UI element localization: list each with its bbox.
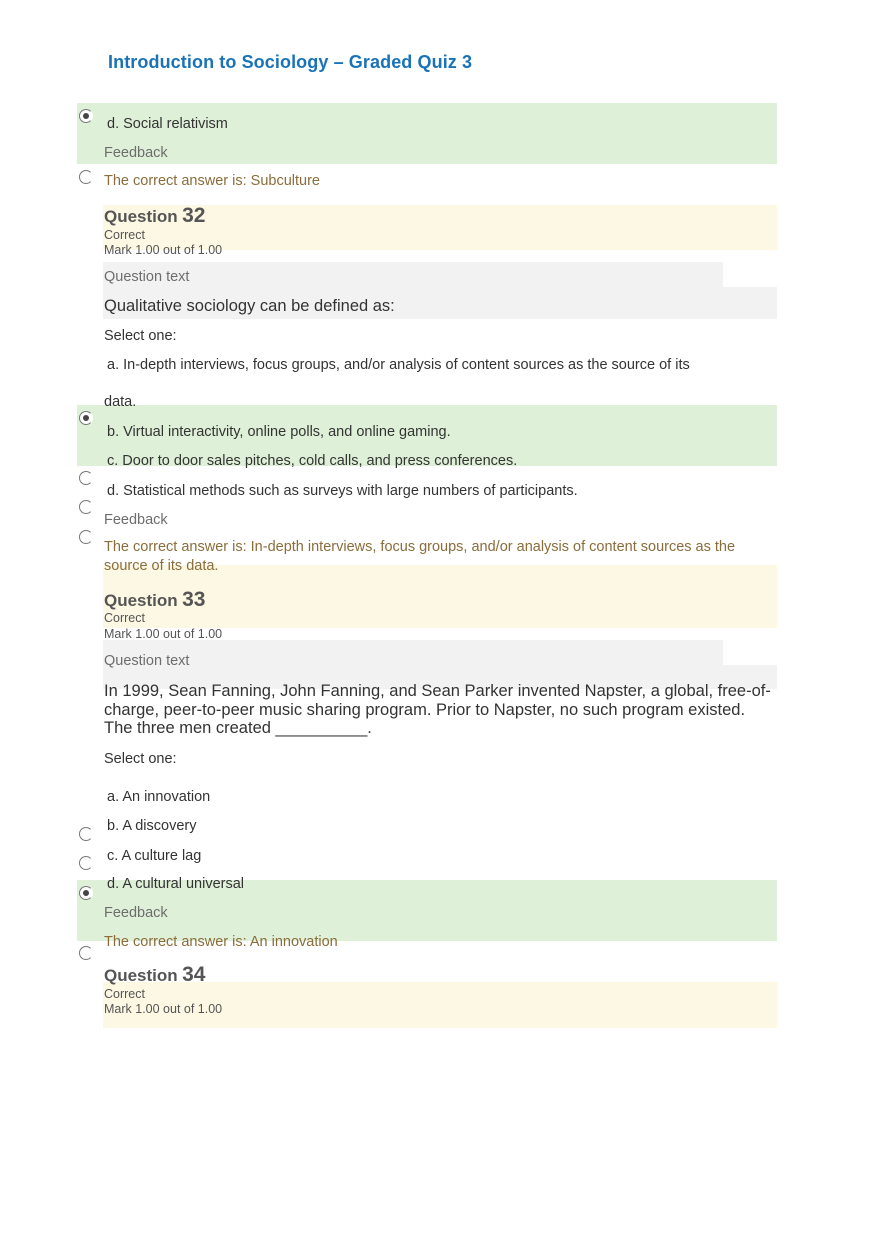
question-state-q33: Correct [104,611,145,625]
question-text-label-band-q33 [103,640,723,666]
question-text-label-band-q32 [103,262,723,288]
question-heading-q33 [104,588,205,612]
option-q32-d: d. Statistical methods such as surveys with large numbers of participants. [107,483,578,499]
option-q33-a: a. An innovation [107,789,211,805]
feedback-label-q31: Feedback [104,145,168,161]
question-text-q33-line1: In 1999, Sean Fanning, John Fanning, and Sean Parker invented Napster, a global, free-of- [104,682,771,700]
correct-answer-q32-continued: source of its data. [104,558,219,574]
correct-answer-q33: The correct answer is: An innovation [104,934,338,950]
option-q32-c: c. Door to door sales pitches, cold calls, and press conferences. [107,453,518,469]
question-number: 34 [182,963,206,986]
radio-q33-d[interactable] [79,946,93,960]
radio-q31-other[interactable] [79,170,93,184]
radio-q33-a[interactable] [79,827,93,841]
question-mark-q32: Mark 1.00 out of 1.00 [104,243,223,257]
radio-q32-c[interactable] [79,500,93,514]
correct-answer-q31: The correct answer is: Subculture [104,173,320,189]
question-text-q33-line3: The three men created __________. [104,719,372,737]
radio-q32-a[interactable] [79,411,93,425]
option-q33-c: c. A culture lag [107,848,202,864]
question-label: Question [104,591,178,610]
option-q32-b: b. Virtual interactivity, online polls, and online gaming. [107,424,451,440]
option-q32-a-continued: data. [104,394,137,410]
radio-q31-d[interactable] [79,109,93,123]
feedback-label-q33: Feedback [104,905,168,921]
question-mark-q34: Mark 1.00 out of 1.00 [104,1002,223,1016]
question-label: Question [104,966,178,985]
option-q31-d: d. Social relativism [107,116,228,132]
question-label: Question [104,207,178,226]
radio-q32-d[interactable] [79,530,93,544]
select-one-q33: Select one: [104,751,177,767]
option-q33-d: d. A cultural universal [107,876,245,892]
option-q32-a: a. In-depth interviews, focus groups, and/or analysis of content sources as the source of its [107,357,690,373]
radio-q33-c[interactable] [79,886,93,900]
question-heading-q34 [104,963,205,987]
select-one-q32: Select one: [104,328,177,344]
question-text-label-q33: Question text [104,653,190,669]
radio-q32-b[interactable] [79,471,93,485]
question-state-q34: Correct [104,987,145,1001]
question-number: 32 [182,204,206,227]
question-text-q33-line2: charge, peer-to-peer music sharing program. Prior to Napster, no such program existed. [104,701,746,719]
question-heading-q32 [104,204,205,228]
radio-q33-b[interactable] [79,856,93,870]
question-state-q32: Correct [104,228,145,242]
question-text-label-q32: Question text [104,269,190,285]
answer-highlight-q31 [77,103,777,164]
correct-answer-q32: The correct answer is: In-depth interviews, focus groups, and/or analysis of content sources as the [104,539,736,555]
option-q33-b: b. A discovery [107,818,197,834]
question-text-q32: Qualitative sociology can be defined as: [104,297,395,315]
feedback-label-q32: Feedback [104,512,168,528]
question-mark-q33: Mark 1.00 out of 1.00 [104,627,223,641]
document-title: Introduction to Sociology – Graded Quiz 3 [108,52,473,72]
question-number: 33 [182,588,206,611]
